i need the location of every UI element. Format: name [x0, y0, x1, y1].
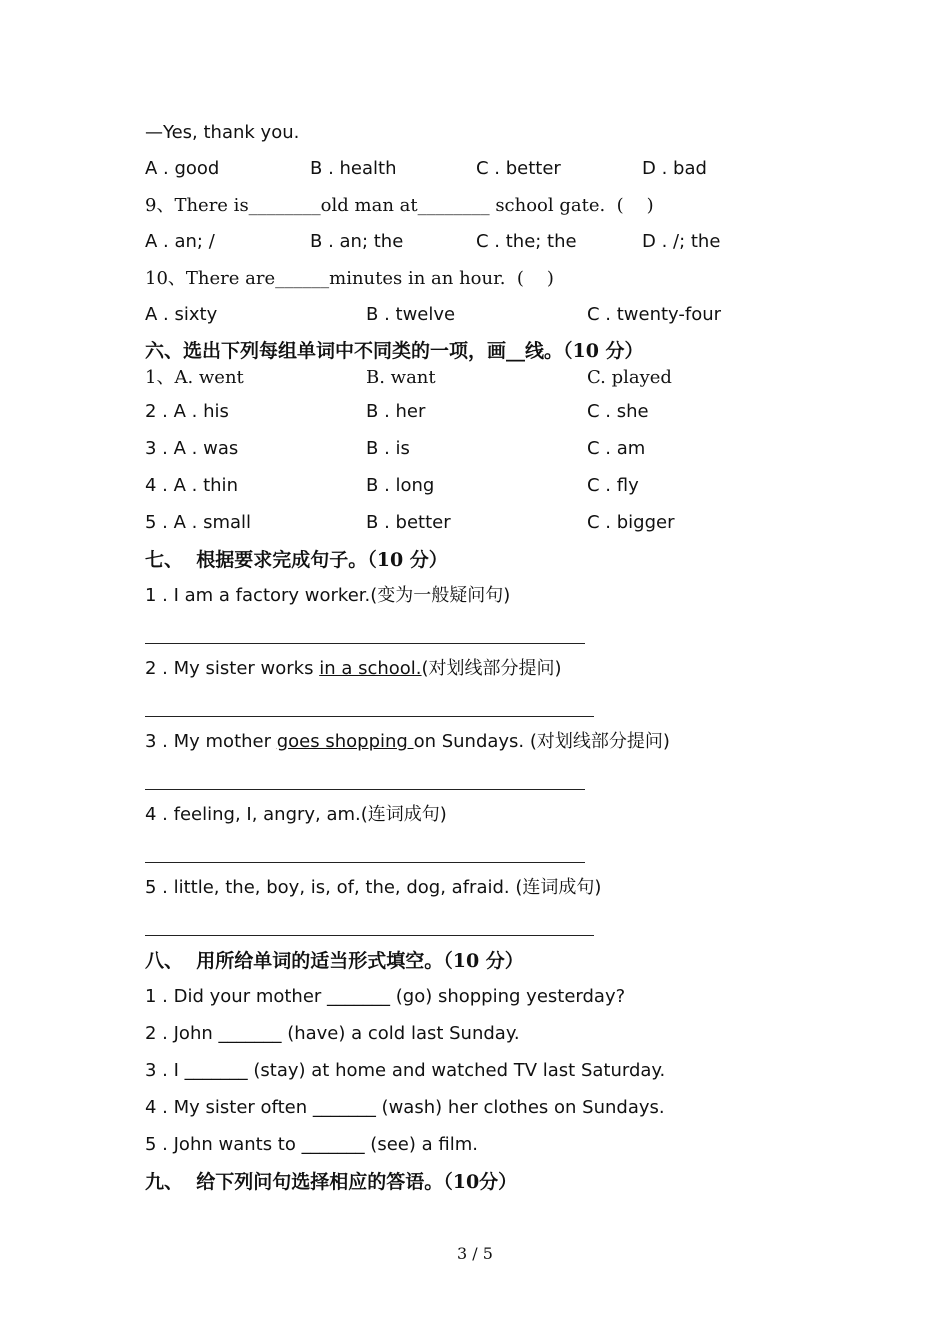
q9-question: 9、There is________old man at________ school gate. ( ) [145, 195, 654, 216]
section7-q3-underlined: goes shopping [276, 731, 414, 752]
section6-row4-c: C . fly [587, 475, 639, 496]
section7-q2-pre: 2 . My sister works [145, 658, 320, 679]
section8-item-2: 2 . John _______ (have) a cold last Sunday. [145, 1023, 520, 1044]
section7-q3 [145, 730, 670, 754]
q8-option-a: A . good [145, 158, 220, 179]
section6-row1-a: 1、A. went [145, 367, 244, 388]
answer-blank-5 [145, 935, 594, 936]
section6-row1-b: B. want [366, 367, 436, 388]
section6-row4-b: B . long [366, 475, 435, 496]
q8-answer-line: —Yes, thank you. [145, 122, 300, 143]
section6-row2-a: 2 . A . his [145, 401, 229, 422]
q8-option-d: D . bad [642, 158, 707, 179]
section6-row5-a: 5 . A . small [145, 512, 252, 533]
answer-blank-1 [145, 643, 585, 644]
section6-heading: 六、选出下列每组单词中不同类的一项，画__线。（10 分） [145, 340, 644, 362]
section6-row4-a: 4 . A . thin [145, 475, 238, 496]
section9-heading: 九、 给下列问句选择相应的答语。（10分） [145, 1171, 518, 1193]
section6-row3-a: 3 . A . was [145, 438, 239, 459]
section7-q5: 5 . little, the, boy, is, of, the, dog, afraid. (连词成句) [145, 877, 602, 898]
section7-q2 [145, 657, 562, 681]
q10-question: 10、There are______minutes in an hour. ( ) [145, 268, 554, 289]
q9-option-a: A . an; / [145, 231, 215, 252]
section7-q2-underlined: in a school. [319, 658, 422, 679]
section7-q3-pre: 3 . My mother [145, 731, 277, 752]
q8-option-c: C . better [476, 158, 561, 179]
section6-row1-c: C. played [587, 367, 672, 388]
section6-row3-b: B . is [366, 438, 410, 459]
q9-option-b: B . an; the [310, 231, 404, 252]
answer-blank-4 [145, 862, 585, 863]
section8-heading: 八、 用所给单词的适当形式填空。（10 分） [145, 950, 524, 972]
q8-option-b: B . health [310, 158, 397, 179]
section6-row3-c: C . am [587, 438, 646, 459]
answer-blank-2 [145, 716, 594, 717]
section6-row5-b: B . better [366, 512, 451, 533]
section8-item-1: 1 . Did your mother _______ (go) shopping yesterday? [145, 986, 626, 1007]
answer-blank-3 [145, 789, 585, 790]
section7-heading: 七、 根据要求完成句子。（10 分） [145, 549, 448, 571]
q9-option-c: C . the; the [476, 231, 577, 252]
q10-option-b: B . twelve [366, 304, 456, 325]
section8-item-5: 5 . John wants to _______ (see) a film. [145, 1134, 478, 1155]
q9-option-d: D . /; the [642, 231, 721, 252]
q10-option-c: C . twenty-four [587, 304, 722, 325]
section6-row2-c: C . she [587, 401, 649, 422]
page-number: 3 / 5 [457, 1244, 493, 1263]
section6-row5-c: C . bigger [587, 512, 675, 533]
section7-q4: 4 . feeling, I, angry, am.(连词成句) [145, 804, 447, 825]
q10-option-a: A . sixty [145, 304, 218, 325]
section8-item-3: 3 . I _______ (stay) at home and watched TV last Saturday. [145, 1060, 666, 1081]
section7-q2-post: (对划线部分提问) [421, 658, 562, 679]
section6-row2-b: B . her [366, 401, 426, 422]
section7-q3-post: on Sundays. (对划线部分提问) [413, 731, 670, 752]
section8-item-4: 4 . My sister often _______ (wash) her clothes on Sundays. [145, 1097, 665, 1118]
section7-q1: 1 . I am a factory worker.(变为一般疑问句) [145, 585, 511, 606]
